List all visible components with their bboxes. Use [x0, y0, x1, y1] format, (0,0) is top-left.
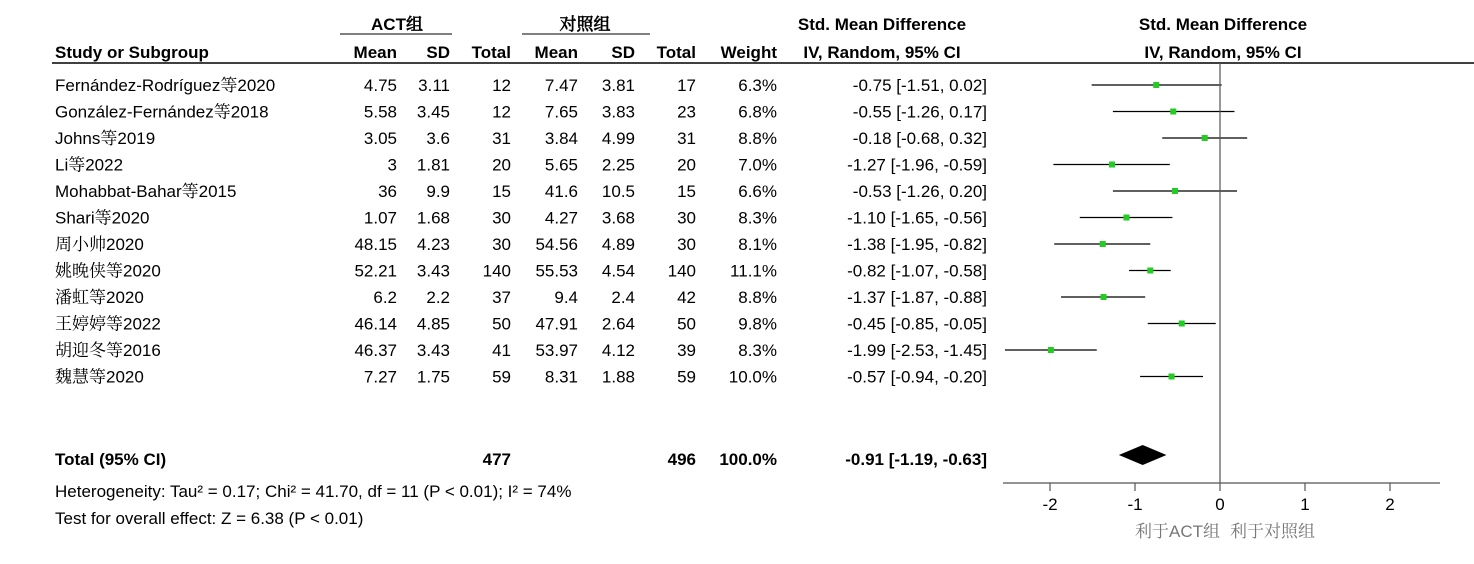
x-tick-label: 1 [1300, 495, 1310, 514]
cell-weight: 11.1% [730, 261, 777, 281]
control-group-header: 对照组 [559, 15, 611, 34]
cell-ctrl-sd: 4.89 [601, 235, 635, 254]
cell-weight: 8.1% [738, 235, 777, 254]
cell-act-sd: 4.85 [416, 314, 450, 334]
cell-act-mean: 4.75 [363, 76, 397, 95]
cell-ci-text: -0.55 [-1.26, 0.17] [852, 102, 987, 122]
study-name: González-Fernández等2018 [55, 102, 269, 122]
favours-act-label: 利于ACT组 [1135, 522, 1220, 541]
study-name: Fernández-Rodríguez等2020 [55, 76, 276, 95]
col-act-sd: SD [426, 43, 450, 62]
cell-act-total: 140 [482, 261, 511, 281]
x-tick-label: 0 [1215, 495, 1225, 514]
cell-act-mean: 5.58 [363, 102, 397, 122]
point-estimate [1172, 188, 1178, 194]
table-row [55, 209, 987, 228]
col-ctrl-mean: Mean [534, 43, 578, 62]
point-estimate [1153, 82, 1159, 88]
point-estimate [1147, 268, 1153, 274]
cell-act-total: 20 [492, 155, 511, 175]
act-group-header: ACT组 [371, 15, 423, 34]
cell-act-total: 50 [492, 314, 511, 334]
cell-ctrl-total: 59 [677, 367, 696, 387]
cell-ci-text: -0.57 [-0.94, -0.20] [847, 367, 987, 387]
point-estimate [1100, 241, 1106, 247]
cell-act-mean: 52.21 [354, 261, 397, 281]
col-ctrl-total: Total [656, 43, 696, 62]
cell-act-mean: 7.27 [363, 367, 397, 387]
cell-act-mean: 48.15 [354, 235, 397, 254]
point-estimate [1101, 294, 1107, 300]
col-weight: Weight [720, 43, 777, 62]
cell-act-sd: 3.43 [416, 261, 450, 281]
study-rows [55, 76, 987, 387]
study-name: Shari等2020 [55, 208, 150, 228]
table-row [55, 288, 987, 307]
table-row [55, 76, 987, 95]
cell-act-sd: 4.23 [416, 235, 450, 254]
cell-ci-text: -0.18 [-0.68, 0.32] [852, 129, 987, 148]
table-row [55, 341, 987, 360]
cell-ctrl-mean: 7.47 [544, 76, 578, 95]
cell-ci-text: -1.10 [-1.65, -0.56] [847, 208, 987, 228]
cell-ci-text: -1.99 [-2.53, -1.45] [847, 341, 987, 360]
table-row [55, 262, 987, 281]
cell-act-sd: 3.43 [416, 341, 450, 360]
cell-act-mean: 46.14 [354, 314, 397, 334]
col-plot-ci: IV, Random, 95% CI [1144, 43, 1302, 62]
table-row [55, 368, 987, 387]
cell-ctrl-sd: 3.81 [601, 76, 635, 95]
cell-ctrl-total: 30 [677, 208, 696, 228]
cell-act-sd: 2.2 [426, 288, 450, 307]
study-name: 潘虹等2020 [55, 288, 144, 307]
study-name: Li等2022 [55, 155, 124, 175]
overall-effect-text: Test for overall effect: Z = 6.38 (P < 0.01) [55, 509, 364, 528]
cell-act-total: 15 [492, 182, 511, 201]
point-estimate [1048, 347, 1054, 353]
study-name: Johns等2019 [55, 129, 156, 148]
cell-act-sd: 1.81 [416, 155, 450, 175]
study-name: 姚晚侠等2020 [55, 261, 161, 281]
cell-ctrl-sd: 4.99 [601, 129, 635, 148]
total-ci: -0.91 [-1.19, -0.63] [845, 450, 987, 469]
col-act-total: Total [471, 43, 511, 62]
cell-ctrl-mean: 7.65 [544, 102, 578, 122]
table-row [55, 103, 987, 122]
cell-weight: 8.8% [738, 288, 777, 307]
total-label: Total (95% CI) [55, 450, 167, 469]
cell-ctrl-total: 31 [677, 129, 696, 148]
point-estimate [1202, 135, 1208, 141]
forest-plot-area [1003, 63, 1440, 541]
point-estimate [1169, 374, 1175, 380]
smd-header-plot: Std. Mean Difference [1138, 15, 1308, 34]
cell-ctrl-total: 15 [677, 182, 696, 201]
cell-act-mean: 6.2 [373, 288, 397, 307]
cell-ctrl-mean: 54.56 [535, 235, 578, 254]
cell-ctrl-sd: 10.5 [601, 182, 635, 201]
table-row [55, 315, 987, 334]
cell-act-sd: 3.6 [426, 129, 450, 148]
table-row [55, 182, 987, 201]
col-ctrl-sd: SD [611, 43, 635, 62]
cell-act-mean: 36 [378, 182, 397, 201]
cell-ci-text: -0.53 [-1.26, 0.20] [852, 182, 987, 201]
cell-weight: 6.3% [738, 76, 777, 95]
cell-ctrl-mean: 55.53 [535, 261, 578, 281]
study-name: 周小帅2020 [55, 235, 144, 254]
cell-act-sd: 3.11 [418, 76, 450, 95]
cell-ctrl-total: 20 [677, 155, 696, 175]
cell-act-mean: 1.07 [363, 208, 397, 228]
col-act-mean: Mean [353, 43, 397, 62]
study-name: Mohabbat-Bahar等2015 [55, 182, 237, 201]
cell-act-total: 12 [492, 102, 511, 122]
cell-weight: 7.0% [738, 155, 777, 175]
cell-ctrl-total: 17 [677, 76, 696, 95]
table-row [55, 129, 987, 148]
study-name: 胡迎冬等2016 [55, 341, 161, 360]
cell-ci-text: -1.37 [-1.87, -0.88] [847, 288, 987, 307]
cell-act-sd: 1.68 [416, 208, 450, 228]
table-row [55, 156, 987, 175]
cell-ci-text: -0.75 [-1.51, 0.02] [852, 76, 987, 95]
cell-act-total: 37 [492, 288, 511, 307]
col-study: Study or Subgroup [55, 43, 209, 62]
cell-ci-text: -0.82 [-1.07, -0.58] [847, 261, 987, 281]
cell-ctrl-sd: 2.25 [601, 155, 635, 175]
study-name: 王婷婷等2022 [55, 314, 161, 334]
cell-weight: 10.0% [728, 367, 777, 387]
cell-ctrl-total: 30 [677, 235, 696, 254]
study-name: 魏慧等2020 [55, 367, 144, 387]
cell-act-mean: 46.37 [354, 341, 397, 360]
cell-ctrl-mean: 4.27 [544, 208, 578, 228]
cell-act-total: 59 [492, 367, 511, 387]
x-tick-label: -1 [1127, 495, 1143, 514]
cell-ctrl-total: 39 [677, 341, 696, 360]
cell-weight: 8.3% [738, 208, 777, 228]
total-ctrl: 496 [667, 450, 696, 469]
point-estimate [1170, 109, 1176, 115]
cell-ctrl-sd: 1.88 [601, 367, 635, 387]
cell-act-sd: 1.75 [416, 367, 450, 387]
total-act: 477 [482, 450, 511, 469]
favours-control-label: 利于对照组 [1230, 522, 1315, 541]
cell-ctrl-total: 42 [677, 288, 696, 307]
pooled-diamond [1119, 445, 1167, 465]
cell-act-mean: 3.05 [363, 129, 397, 148]
cell-ci-text: -1.38 [-1.95, -0.82] [847, 235, 987, 254]
cell-act-sd: 9.9 [426, 182, 450, 201]
heterogeneity-text: Heterogeneity: Tau² = 0.17; Chi² = 41.70, df = 11 (P < 0.01); I² = 74% [55, 482, 572, 501]
table-row [55, 235, 987, 254]
cell-ctrl-sd: 2.64 [601, 314, 635, 334]
cell-ctrl-mean: 47.91 [535, 314, 578, 334]
cell-ctrl-sd: 2.4 [611, 288, 635, 307]
cell-act-total: 12 [492, 76, 511, 95]
smd-header-table: Std. Mean Difference [797, 15, 967, 34]
cell-ctrl-mean: 3.84 [544, 129, 578, 148]
cell-ctrl-sd: 3.68 [601, 208, 635, 228]
point-estimate [1124, 215, 1130, 221]
cell-ctrl-mean: 53.97 [535, 341, 578, 360]
x-tick-label: -2 [1042, 495, 1058, 514]
cell-weight: 8.3% [738, 341, 777, 360]
cell-ctrl-mean: 41.6 [544, 182, 578, 201]
point-estimate [1109, 162, 1115, 168]
cell-ctrl-mean: 8.31 [544, 367, 578, 387]
cell-act-total: 30 [492, 208, 511, 228]
cell-ctrl-mean: 9.4 [554, 288, 578, 307]
cell-weight: 8.8% [738, 129, 777, 148]
total-weight: 100.0% [719, 450, 777, 469]
cell-ctrl-sd: 4.54 [601, 261, 635, 281]
cell-ctrl-total: 50 [677, 314, 696, 334]
cell-act-mean: 3 [387, 155, 397, 175]
cell-weight: 6.8% [738, 102, 777, 122]
cell-act-total: 31 [492, 129, 511, 148]
cell-ctrl-sd: 4.12 [601, 341, 635, 360]
cell-ctrl-total: 140 [667, 261, 696, 281]
cell-act-total: 30 [492, 235, 511, 254]
col-ci: IV, Random, 95% CI [803, 43, 961, 62]
cell-act-total: 41 [492, 341, 511, 360]
cell-ci-text: -0.45 [-0.85, -0.05] [847, 314, 987, 334]
cell-ctrl-mean: 5.65 [544, 155, 578, 175]
cell-ctrl-sd: 3.83 [601, 102, 635, 122]
cell-weight: 9.8% [738, 314, 777, 334]
x-tick-label: 2 [1385, 495, 1395, 514]
cell-act-sd: 3.45 [416, 102, 450, 122]
cell-weight: 6.6% [738, 182, 777, 201]
point-estimate [1179, 321, 1185, 327]
cell-ci-text: -1.27 [-1.96, -0.59] [847, 155, 987, 175]
cell-ctrl-total: 23 [677, 102, 696, 122]
